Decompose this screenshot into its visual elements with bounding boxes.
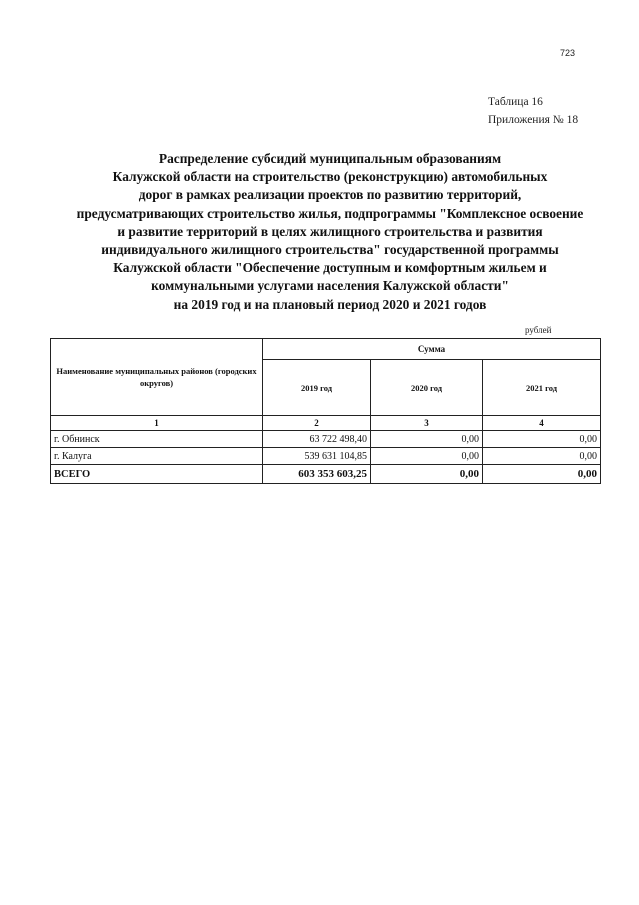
table-row: [51, 448, 601, 465]
amount-2020: 0,00: [371, 448, 483, 465]
table-label: Таблица 16: [488, 96, 543, 108]
title-line: индивидуального жилищного строительства" государственной программы: [101, 242, 559, 258]
amount-2019: 63 722 498,40: [263, 431, 371, 448]
total-2019: 603 353 603,25: [263, 465, 371, 484]
subsidy-table: [50, 338, 601, 484]
total-2021: 0,00: [483, 465, 601, 484]
document-title: [40, 150, 620, 314]
header-sum: Сумма: [263, 339, 601, 360]
amount-2021: 0,00: [483, 431, 601, 448]
amount-2020: 0,00: [371, 431, 483, 448]
total-row: [51, 465, 601, 484]
title-line: на 2019 год и на плановый период 2020 и 2021 годов: [173, 296, 487, 312]
column-number: 2: [263, 416, 371, 431]
page-number: 723: [560, 48, 576, 58]
title-line: предусматривающих строительство жилья, подпрограммы "Комплексное освоение: [76, 205, 584, 221]
header-year-2019: 2019 год: [263, 360, 371, 416]
title-line: дорог в рамках реализации проектов по развитию территорий,: [138, 187, 522, 203]
units-label: рублей: [525, 325, 552, 335]
total-label: ВСЕГО: [51, 465, 263, 484]
header-row: [51, 339, 601, 360]
column-number: 4: [483, 416, 601, 431]
table-row: [51, 431, 601, 448]
municipality-name: г. Калуга: [51, 448, 263, 465]
total-2020: 0,00: [371, 465, 483, 484]
title-line: коммунальными услугами населения Калужской области": [151, 278, 509, 294]
municipality-name: г. Обнинск: [51, 431, 263, 448]
title-line: и развитие территорий в целях жилищного строительства и развития: [117, 223, 543, 239]
table-reference: [488, 93, 578, 129]
title-line: Распределение субсидий муниципальным образованиям: [158, 151, 502, 166]
column-number: 1: [51, 416, 263, 431]
column-number-row: [51, 416, 601, 431]
appendix-label: Приложения № 18: [488, 114, 579, 126]
header-year-2020: 2020 год: [371, 360, 483, 416]
column-number: 3: [371, 416, 483, 431]
header-year-2021: 2021 год: [483, 360, 601, 416]
title-line: Калужской области на строительство (реконструкцию) автомобильных: [112, 169, 548, 185]
amount-2019: 539 631 104,85: [263, 448, 371, 465]
header-municipality: Наименование муниципальных районов (городских округов): [51, 339, 263, 416]
amount-2021: 0,00: [483, 448, 601, 465]
title-line: Калужской области "Обеспечение доступным и комфортным жильем и: [113, 260, 547, 276]
